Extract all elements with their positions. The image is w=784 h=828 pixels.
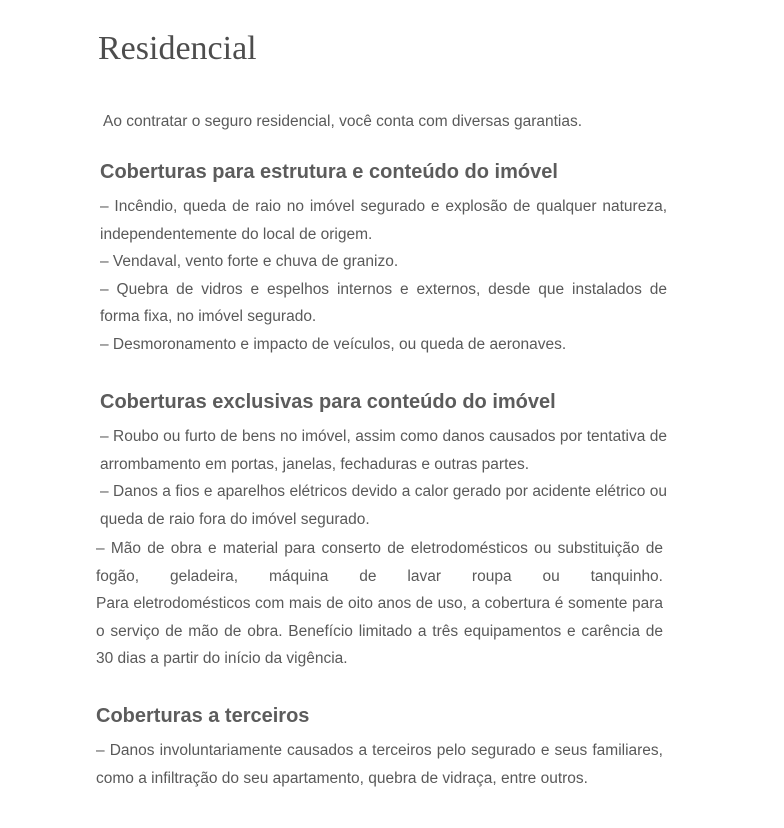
intro-text: Ao contratar o seguro residencial, você conta com diversas garantias. [103, 113, 583, 130]
list-item: – Mão de obra e material para conserto de eletrodomésticos ou substituição de fogão, geladeira, máquina de lavar roupa ou tanquinho. [96, 540, 663, 585]
list-item: – Desmoronamento e impacto de veículos, ou queda de aeronaves. [100, 335, 567, 353]
section-heading-third-parties: Coberturas a terceiros [96, 705, 310, 727]
list-item: – Incêndio, queda de raio no imóvel segurado e explosão de qualquer natureza, independentemente do local de origem. [100, 198, 667, 243]
section-heading-content-only: Coberturas exclusivas para conteúdo do imóvel [100, 391, 556, 413]
section-heading-structure-content: Coberturas para estrutura e conteúdo do imóvel [100, 161, 558, 183]
list-item: – Vendaval, vento forte e chuva de granizo. [100, 253, 399, 270]
list-item: – Danos a fios e aparelhos elétricos devido a calor gerado por acidente elétrico ou queda de raio fora do imóvel segurado. [100, 483, 667, 528]
section-body-structure-content [100, 193, 667, 358]
list-item: – Quebra de vidros e espelhos internos e externos, desde que instalados de forma fixa, no imóvel segurado. [100, 280, 667, 325]
list-item: – Roubo ou furto de bens no imóvel, assim como danos causados por tentativa de arrombamento em portas, janelas, fechaduras e outras partes. [100, 428, 667, 473]
page-title: Residencial [98, 30, 257, 67]
section-body-third-parties [96, 737, 663, 792]
section-body-content-only [100, 423, 667, 533]
section-body-appliance-repair [96, 535, 663, 673]
list-item-continuation: Para eletrodomésticos com mais de oito anos de uso, a cobertura é somente para o serviço de mão de obra. Benefício limitado a três equipamentos e carência de 30 dias a partir do início da vigência. [96, 595, 663, 667]
list-item: – Danos involuntariamente causados a terceiros pelo segurado e seus familiares, como a infiltração do seu apartamento, quebra de vidraça, entre outros. [96, 742, 663, 787]
